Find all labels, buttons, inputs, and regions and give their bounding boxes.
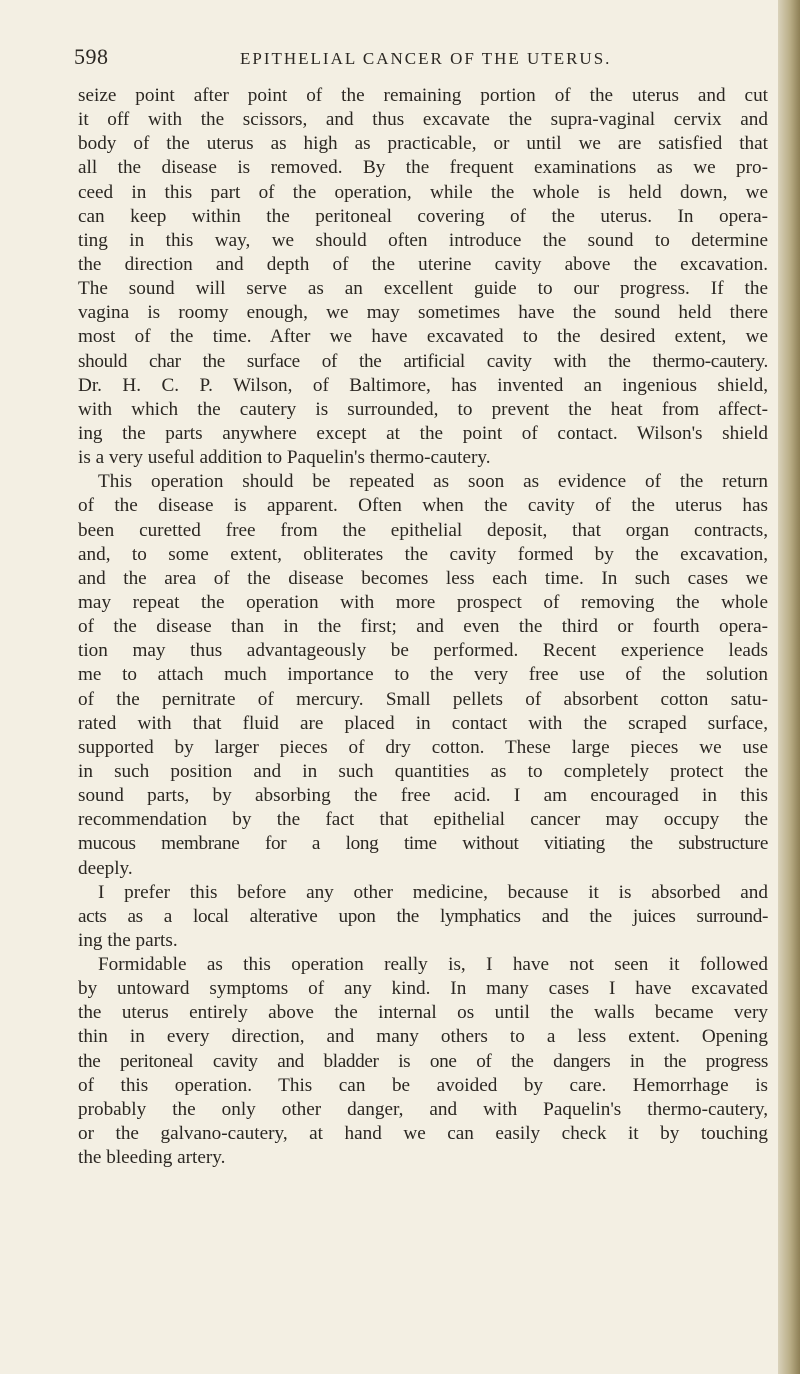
text-line: acts as a local alterative upon the lymphatics and the juices surround- [78, 905, 768, 927]
text-line: This operation should be repeated as soon as evidence of the return [98, 471, 768, 493]
text-line: it off with the scissors, and thus excavate the supra-vaginal cervix and [78, 109, 768, 131]
body-text [78, 84, 768, 1170]
text-line: vagina is roomy enough, we may sometimes have the sound held there [78, 302, 768, 324]
text-line: the peritoneal cavity and bladder is one of the dangers in the progress [78, 1050, 768, 1072]
text-line: of the pernitrate of mercury. Small pellets of absorbent cotton satu- [78, 688, 768, 710]
text-line: most of the time. After we have excavated to the desired extent, we [78, 326, 768, 348]
text-line: The sound will serve as an excellent guide to our progress. If the [78, 278, 768, 300]
text-line: supported by larger pieces of dry cotton. These large pieces we use [78, 736, 768, 758]
text-line: by untoward symptoms of any kind. In many cases I have excavated [78, 978, 768, 1000]
text-line: the direction and depth of the uterine cavity above the excavation. [78, 253, 768, 275]
text-line: of the disease is apparent. Often when the cavity of the uterus has [78, 495, 768, 517]
text-line: can keep within the peritoneal covering of the uterus. In opera- [78, 205, 768, 227]
text-line: tion may thus advantageously be performed. Recent experience leads [78, 640, 768, 662]
text-line: and, to some extent, obliterates the cavity formed by the excavation, [78, 543, 768, 565]
text-line: with which the cautery is surrounded, to prevent the heat from affect- [78, 398, 768, 420]
text-line: the bleeding artery. [78, 1147, 226, 1169]
running-head: EPITHELIAL CANCER OF THE UTERUS. [240, 49, 612, 68]
text-line: body of the uterus as high as practicable, or until we are satisfied that [78, 133, 768, 155]
text-line: Dr. H. C. P. Wilson, of Baltimore, has invented an ingenious shield, [78, 374, 768, 396]
page-edge [778, 0, 800, 1374]
text-line: may repeat the operation with more prospect of removing the whole [78, 591, 768, 613]
text-line: sound parts, by absorbing the free acid. I am encouraged in this [78, 785, 768, 807]
text-line: is a very useful addition to Paquelin's thermo-cautery. [78, 447, 491, 469]
text-line: thin in every direction, and many others to a less extent. Opening [78, 1026, 768, 1048]
text-line: seize point after point of the remaining portion of the uterus and cut [78, 85, 768, 106]
text-line: of this operation. This can be avoided by care. Hemorrhage is [78, 1074, 768, 1096]
text-line: I prefer this before any other medicine, because it is absorbed and [98, 881, 768, 903]
text-line: been curetted free from the epithelial deposit, that organ contracts, [78, 519, 768, 541]
text-line: in such position and in such quantities as to completely protect the [78, 760, 768, 782]
text-line: ceed in this part of the operation, while the whole is held down, we [78, 181, 768, 203]
text-line: ing the parts. [78, 929, 178, 951]
text-line: the uterus entirely above the internal os until the walls became very [78, 1002, 768, 1024]
text-line: recommendation by the fact that epithelial cancer may occupy the [78, 809, 768, 831]
text-line: ting in this way, we should often introduce the sound to determine [78, 229, 768, 251]
text-line: me to attach much importance to the very free use of the solution [78, 664, 768, 686]
text-line: of the disease than in the first; and even the third or fourth opera- [78, 616, 768, 638]
text-line: deeply. [78, 857, 133, 879]
page-number: 598 [74, 44, 109, 69]
page-header [74, 44, 774, 74]
text-line: should char the surface of the artificial cavity with the thermo-cautery. [78, 350, 768, 372]
text-line: probably the only other danger, and with Paquelin's thermo-cautery, [78, 1098, 768, 1120]
text-line: ing the parts anywhere except at the point of contact. Wilson's shield [78, 422, 768, 444]
text-line: Formidable as this operation really is, I have not seen it followed [98, 954, 768, 976]
text-line: all the disease is removed. By the frequent examinations as we pro- [78, 157, 768, 179]
text-line: rated with that fluid are placed in contact with the scraped surface, [78, 712, 768, 734]
text-line: mucous membrane for a long time without vitiating the substructure [78, 833, 768, 855]
text-line: and the area of the disease becomes less each time. In such cases we [78, 567, 768, 589]
text-line: or the galvano-cautery, at hand we can easily check it by touching [78, 1123, 768, 1145]
